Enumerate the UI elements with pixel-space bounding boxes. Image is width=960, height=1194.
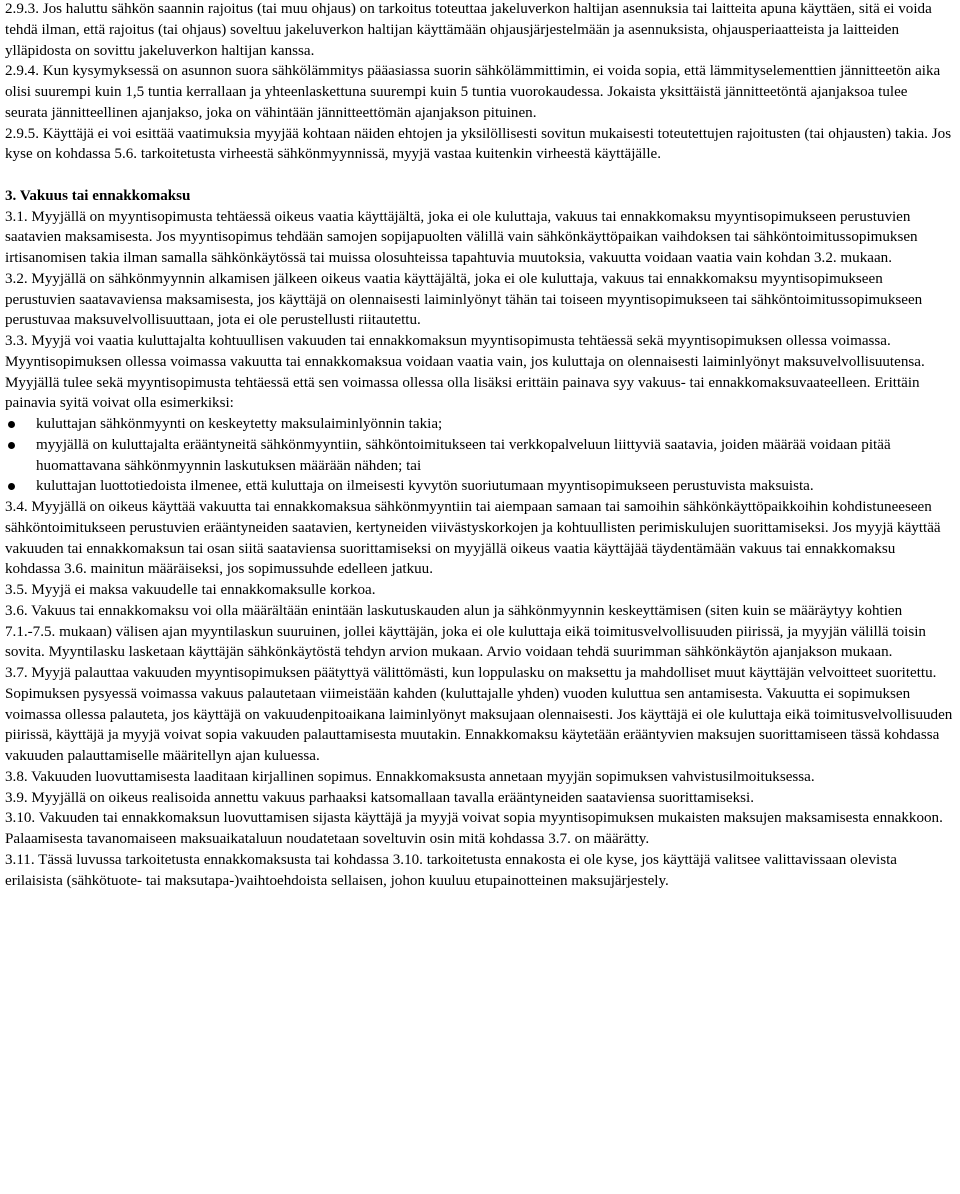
paragraph-3-5: 3.5. Myyjä ei maksa vakuudelle tai ennakkomaksulle korkoa. xyxy=(5,582,376,598)
section-heading: 3. Vakuus tai ennakkomaksu xyxy=(5,187,191,204)
paragraph-3-4: 3.4. Myyjällä on oikeus käyttää vakuutta tai ennakkomaksua sähkönmyyntiin tai aiempaan samaan tai samoihin sähkönkäyttöpaikkoihin kohdistuneeseen sähköntoimitukseen perustuvien erääntyneiden saatavien, kertyneiden viivästyskorkojen ja kohtuullisten perimiskulujen suorittamiseksi. Jos myyjä käyttää vakuuden tai ennakkomaksun tai osan siitä saataviensa suorittamiseksi on myyjällä oikeus vaatia käyttäjää täydentämään vakuus tai ennakkomaksu kohdassa 3.6. mainitun määräiseksi, jos sopimussuhde edelleen jatkuu. xyxy=(5,499,941,578)
paragraph-3-3: 3.3. Myyjä voi vaatia kuluttajalta kohtuullisen vakuuden tai ennakkomaksun myyntisopimusta tehtäessä sekä myyntisopimuksen ollessa voimassa. Myyntisopimuksen ollessa voimassa vakuutta tai ennakkomaksua voidaan vaatia vain, jos kuluttaja on olennaisesti laiminlyönyt maksuvelvollisuutensa. Myyjällä tulee sekä myyntisopimusta tehtäessä että sen voimassa ollessa olla lisäksi erittäin painava syy vakuus- tai ennakkomaksuvaateelleen. Erittäin painavia syitä voivat olla esimerkiksi: xyxy=(5,333,925,412)
section-spacer xyxy=(5,165,953,186)
paragraph-3-1: 3.1. Myyjällä on myyntisopimusta tehtäessä oikeus vaatia käyttäjältä, joka ei ole kuluttaja, vakuus tai ennakkomaksu myyntisopimukseen perustuvien saatavien maksamisesta. Jos myyntisopimus tehdään samojen sopijapuolten välillä vain sähkönkäyttöpaikan vaihdoksen tai sähköntoimitussopimuksen irtisanomisen takia ilman samalla sähkönkäytössä tai muissa olosuhteissa tapahtuvia muutoksia, vakuutta voidaan vaatia vain kohdan 3.2. mukaan. xyxy=(5,208,918,266)
paragraph-3-7: 3.7. Myyjä palauttaa vakuuden myyntisopimuksen päätyttyä välittömästi, kun loppulasku on maksettu ja mahdolliset muut käyttäjän velvoitteet suoritettu. Sopimuksen pysyessä voimassa vakuus palautetaan viimeistään kahden (kuluttajalle yhden) vuoden kuluttua sen antamisesta. Vakuutta ei sopimuksen voimassa ollessa palauteta, jos käyttäjä on vakuudenpitoaikana laiminlyönyt maksujaan olennaisesti. Jos käyttäjä ei ole kuluttaja eikä toimitusvelvollisuuden piirissä, käyttäjä ja myyjä voivat sopia vakuuden palauttamisesta muutakin. Ennakkomaksu käytetään erääntyvien maksujen suorittamiseen tässä kohdassa vakuuden palauttamiselle määritellyn ajan kuluessa. xyxy=(5,665,953,764)
paragraph-3-11: 3.11. Tässä luvussa tarkoitetusta ennakkomaksusta tai kohdassa 3.10. tarkoitetusta ennakosta ei ole kyse, jos käyttäjä valitsee valittavissaan olevista erilaisista (sähkötuote- tai maksutapa-)vaihtoehdoista sellaisen, johon kuuluu etupainotteinen maksujärjestely. xyxy=(5,851,897,889)
list-item-text: kuluttajan luottotiedoista ilmenee, että kuluttaja on ilmeisesti kyvytön suoriutumaan myyntisopimukseen perustuvista maksuista. xyxy=(36,478,814,495)
bullet-icon xyxy=(8,421,15,428)
bullet-icon xyxy=(8,442,15,449)
paragraph-2-9-5: 2.9.5. Käyttäjä ei voi esittää vaatimuksia myyjää kohtaan näiden ehtojen ja yksilöllisesti sovitun mukaisesti toteutettujen rajoitusten (tai ohjausten) takia. Jos kyse on kohdassa 5.6. tarkoitetusta virheestä sähkönmyynnissä, myyjä vastaa kuitenkin virheestä käyttäjälle. xyxy=(5,125,952,163)
paragraph-2-9-3: 2.9.3. Jos haluttu sähkön saannin rajoitus (tai muu ohjaus) on tarkoitus toteuttaa jakeluverkon haltijan asennuksia tai laitteita apuna käyttäen, sitä ei voida tehdä ilman, että rajoitus (tai ohjaus) soveltuu jakeluverkon haltijan käyttämään ohjausjärjestelmään ja asennuksista, ohjausperiaatteista ja laitteiden ylläpidosta on sovittu jakeluverkon haltijan kanssa. xyxy=(5,1,932,59)
bullet-icon xyxy=(8,483,15,490)
paragraph-2-9-4: 2.9.4. Kun kysymyksessä on asunnon suora sähkölämmitys pääasiassa suorin sähkölämmittimin, ei voida sopia, että lämmityselementtien jännitteetön aika olisi suurempi kuin 1,5 tuntia kerrallaan ja yhteenlaskettuna suurempi kuin 5 tuntia vuorokaudessa. Jokaista yksittäistä jännitteetöntä ajanjaksoa tulee seurata jännitteellinen ajanjakso, joka on vähintään jännitteettömän ajanjakson pituinen. xyxy=(5,63,941,121)
paragraph-3-6: 3.6. Vakuus tai ennakkomaksu voi olla määrältään enintään laskutuskauden alun ja sähkönmyynnin keskeyttämisen (siten kuin se määräytyy kohtien 7.1.-7.5. mukaan) välisen ajan myyntilaskun suuruinen, jollei käyttäjän, joka ei ole kuluttaja eikä toimitusvelvollisuuden piirissä, ja myyjän välillä toisin sovita. Myyntilasku lasketaan käyttäjän sähkönkäytöstä tehdyn arvion mukaan. Arvio voidaan tehdä suurimman sähkönkäytön ajanjakson mukaan. xyxy=(5,602,926,661)
document-page xyxy=(5,0,953,891)
paragraph-3-8: 3.8. Vakuuden luovuttamisesta laaditaan kirjallinen sopimus. Ennakkomaksusta annetaan myyjän sopimuksen vahvistusilmoituksessa. xyxy=(5,768,815,785)
bullet-list xyxy=(5,414,953,497)
list-item xyxy=(5,435,953,477)
paragraph-3-10: 3.10. Vakuuden tai ennakkomaksun luovuttamisen sijasta käyttäjä ja myyjä voivat sopia myyntisopimuksen mukaisten maksujen maksamisesta ennakkoon. Palaamisesta tavanomaiseen maksuaikataluun noudatetaan soveltuvin osin mitä kohdassa 3.7. on määrätty. xyxy=(5,810,943,847)
list-item-text: kuluttajan sähkönmyynti on keskeytetty maksulaiminlyönnin takia; xyxy=(36,416,443,432)
paragraph-3-2: 3.2. Myyjällä on sähkönmyynnin alkamisen jälkeen oikeus vaatia käyttäjältä, joka ei ole kuluttaja, vakuus tai ennakkomaksu myyntisopimukseen perustuvien saatavaviensa maksamisesta, jos käyttäjä on olennaisesti laiminlyönyt tähän tai toiseen myyntisopimukseen tai sähköntoimitussopimukseen perustuvaa maksuvelvollisuuttaan, jota ei ole perustellusti riitautettu. xyxy=(5,270,923,329)
paragraph-3-9: 3.9. Myyjällä on oikeus realisoida annettu vakuus parhaaksi katsomallaan tavalla erääntyneiden saataviensa suorittamiseksi. xyxy=(5,789,755,806)
list-item xyxy=(5,414,953,435)
list-item xyxy=(5,476,953,497)
list-item-text: myyjällä on kuluttajalta erääntyneitä sähkönmyyntiin, sähköntoimitukseen tai verkkopalveluun liittyviä saatavia, joiden määrää voidaan pitää huomattavana sähkönmyynnin laskutuksen määrään nähden; tai xyxy=(36,436,891,474)
